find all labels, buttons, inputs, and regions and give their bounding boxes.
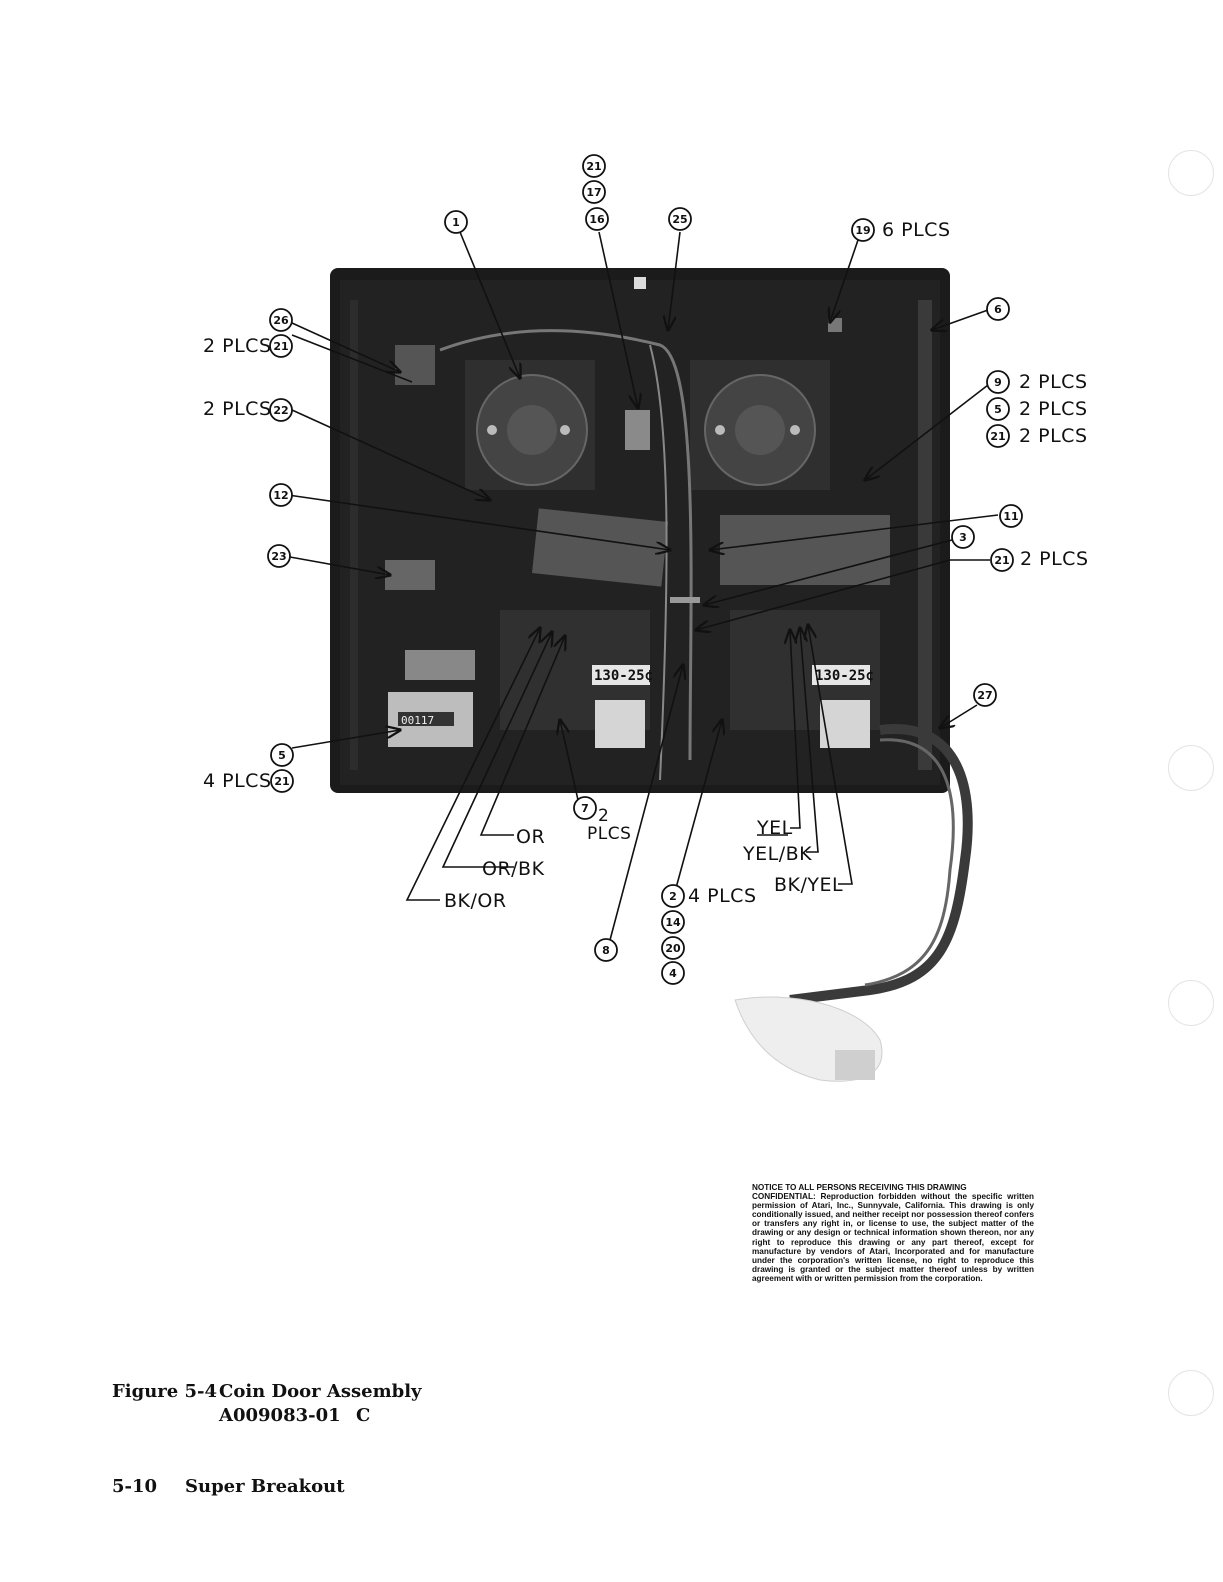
wire-label-bk-or: BK/OR	[444, 890, 507, 912]
label-21-plcs-mid: 2 PLCS	[1020, 548, 1089, 570]
callout-number: 14	[665, 916, 681, 929]
meter-digits: 00117	[401, 714, 435, 727]
callout-number: 4	[669, 967, 677, 980]
callout-number: 17	[586, 186, 602, 199]
figure-label: Figure 5-4	[112, 1381, 218, 1402]
label-21-plcs-right: 2 PLCS	[1019, 425, 1088, 447]
counter-label-left: 130-25¢	[594, 668, 654, 684]
callout-number: 25	[672, 213, 688, 226]
label-5-21-plcs: 4 PLCS	[203, 770, 272, 792]
callout-number: 21	[994, 554, 1010, 567]
page-number: 5-10	[112, 1476, 158, 1497]
confidential-notice	[752, 1183, 1034, 1283]
callout-number: 23	[271, 550, 287, 563]
label-5-plcs: 2 PLCS	[1019, 398, 1088, 420]
wire-label-or: OR	[516, 826, 546, 848]
label-19-plcs: 6 PLCS	[882, 219, 951, 241]
callout-number: 21	[586, 160, 602, 173]
callout-number: 19	[855, 224, 871, 237]
wire-label-or-bk: OR/BK	[482, 858, 545, 880]
wire-label-bk-yel: BK/YEL	[774, 874, 844, 896]
callout-number: 27	[977, 689, 993, 702]
callout-number: 9	[994, 376, 1002, 389]
callout-number: 5	[278, 749, 286, 762]
footer-title: Super Breakout	[185, 1476, 345, 1497]
callout-number: 6	[994, 303, 1002, 316]
callout-number: 20	[665, 942, 681, 955]
figure-title: Coin Door Assembly	[219, 1381, 422, 1402]
counter-label-right: 130-25¢	[815, 668, 875, 684]
notice-body: CONFIDENTIAL: Reproduction forbidden without the specific written permission of Atari, Inc., Sunnyvale, California. This drawing is only conditionally issued, and neither receipt nor possession thereof confers or transfers any right in, or license to use, the subject matter of the drawing or any design or technical information shown thereon, nor any right to reproduce this drawing or any part thereof, except for manufacture by vendors of Atari, Incorporated and for manufacture under the corporation's written license, no right to reproduce this drawing is granted or the subject matter thereof unless by written agreement with or written permission from the corporation.	[752, 1192, 1034, 1283]
callout-number: 21	[274, 775, 290, 788]
callout-number: 21	[990, 430, 1006, 443]
callout-number: 21	[273, 340, 289, 353]
label-7-plcs-count: 2	[598, 806, 610, 826]
callout-number: 1	[452, 216, 460, 229]
wire-label-yel-bk: YEL/BK	[743, 843, 813, 865]
label-7-plcs: PLCS	[587, 824, 632, 844]
notice-heading: NOTICE TO ALL PERSONS RECEIVING THIS DRAWING	[752, 1183, 967, 1192]
part-number: A009083-01	[219, 1405, 341, 1426]
label-9-plcs: 2 PLCS	[1019, 371, 1088, 393]
callout-number: 16	[589, 213, 605, 226]
callout-number: 5	[994, 403, 1002, 416]
callout-number: 7	[581, 802, 589, 815]
label-22-plcs: 2 PLCS	[203, 398, 272, 420]
callout-number: 2	[669, 890, 677, 903]
callout-number: 22	[273, 404, 289, 417]
callout-number: 12	[273, 489, 289, 502]
wire-label-yel: YEL	[757, 817, 793, 839]
callout-number: 8	[602, 944, 610, 957]
label-26-21-plcs: 2 PLCS	[203, 335, 272, 357]
revision: C	[356, 1405, 371, 1426]
callout-number: 26	[273, 314, 289, 327]
callout-number: 11	[1003, 510, 1019, 523]
callout-number: 3	[959, 531, 967, 544]
label-2-plcs: 4 PLCS	[688, 885, 757, 907]
